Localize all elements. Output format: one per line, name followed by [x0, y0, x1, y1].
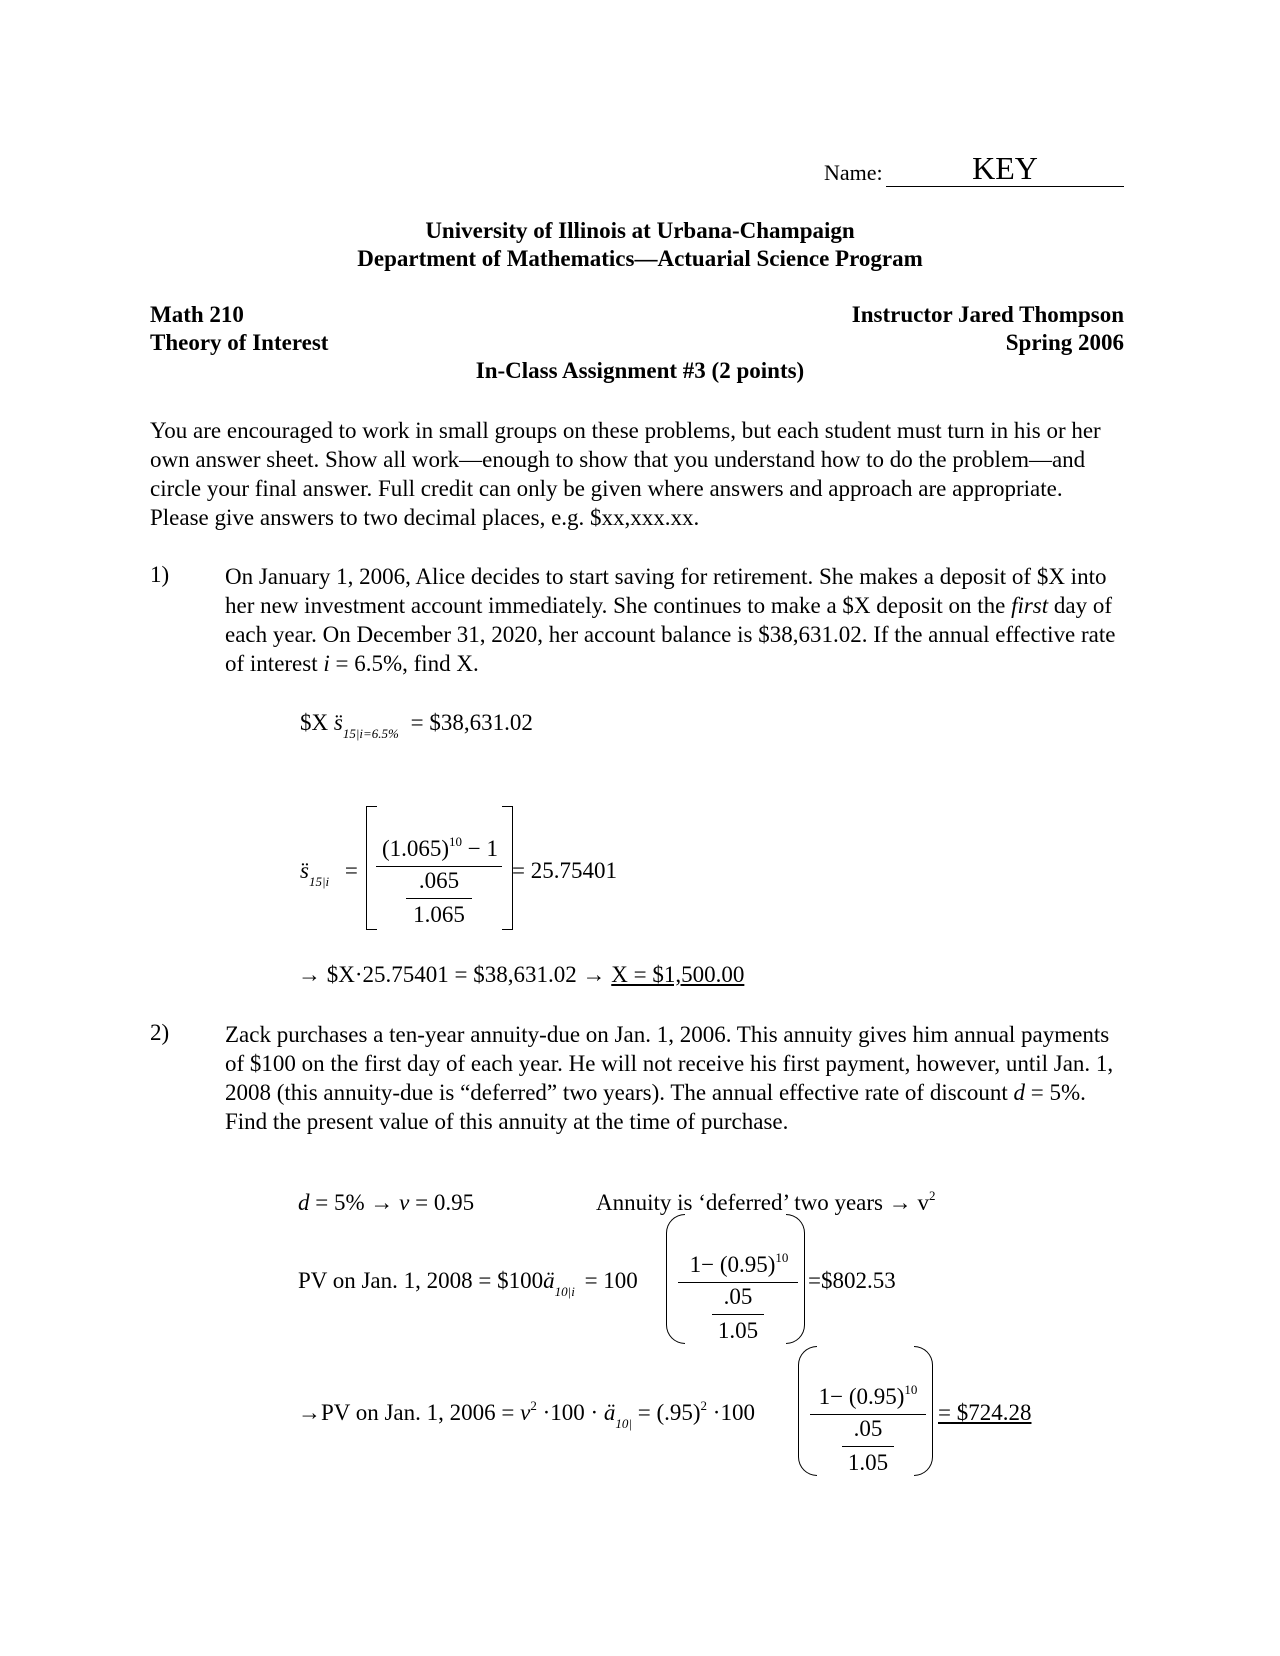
- name-label: Name:: [824, 160, 883, 185]
- pv2-denominator-top: .05: [853, 1416, 883, 1441]
- eq2-main-fraction-line: [376, 866, 502, 867]
- pv2-inner-fraction-line: [842, 1446, 894, 1447]
- assignment-title: In-Class Assignment #3 (2 points): [475, 358, 805, 383]
- problem-1-equation-2-lhs: $s̈_{15|i}$ =: [300, 858, 358, 889]
- term: Spring 2006: [1005, 330, 1124, 355]
- pv1-denominator-bottom: 1.05: [717, 1318, 759, 1343]
- problem-1-text: On January 1, 2006, Alice decides to start saving for retirement. She makes a deposit of $X into her new investment account immediately. She continues to make a $X deposit on the first day of each year. On December 31, 2020, her account balance is $38,631.02. If the annual effective rate of interest i = 6.5%, find X.: [225, 564, 1116, 676]
- problem-1-conclusion: → $X·25.75401 = $38,631.02 → X = $1,500.00: [298, 962, 745, 987]
- problem-1-number: 1): [150, 562, 170, 587]
- pv2-main-fraction-line: [810, 1414, 926, 1415]
- university-title: University of Illinois at Urbana-Champaign: [425, 218, 855, 243]
- pv2-denominator-bottom: 1.05: [847, 1450, 889, 1475]
- eq2-numerator: $(1.065)^{10} - 1$: [381, 834, 499, 861]
- problem-2-number: 2): [150, 1020, 170, 1045]
- problem-1-answer: X = $1,500.00: [611, 962, 745, 987]
- eq2-inner-fraction-line: [406, 898, 472, 899]
- pv-2008-label: PV on Jan. 1, $2008 = \$100ä_{10|i} = 100$: [298, 1268, 638, 1299]
- name-field: [886, 150, 1124, 187]
- course-title: Theory of Interest: [150, 330, 329, 355]
- instructor-name: Instructor Jared Thompson: [851, 302, 1124, 327]
- pv1-numerator: $1- (0.95)^{10}$: [689, 1250, 789, 1277]
- pv2-result: [938, 1400, 1031, 1426]
- problem-2-deferral-note: Annuity is ‘deferred’ two years → $v^2$: [596, 1188, 936, 1215]
- instructions: You are encouraged to work in small groups on these problems, but each student must turn in his or her own answer sheet. Show all work—enough to show that you understand how to do the problem—and circle your final answer. Full credit can only be given where answers and approach are appropriate. Please give answers to two decimal places, e.g. $xx,xxx.xx.: [150, 418, 1101, 530]
- eq2-denominator-bottom: 1.065: [413, 902, 465, 927]
- problem-2-answer: = $724.28: [938, 1400, 1032, 1425]
- problem-2-text: Zack purchases a ten-year annuity-due on Jan. 1, 2006. This annuity gives him annual payments of $100 on the first day of each year. He will not receive his first payment, however, until Jan. 1, 2008 (this annuity-due is “deferred” two years). The annual effective rate of discount d = 5%. Find the present value of this annuity at the time of purchase.: [225, 1022, 1114, 1134]
- name-value: KEY: [972, 150, 1038, 186]
- pv1-inner-fraction-line: [712, 1314, 764, 1315]
- eq2-denominator-top: .065: [418, 868, 460, 893]
- pv2-numerator: $1- (0.95)^{10}$: [818, 1382, 918, 1409]
- pv1-denominator-top: .05: [723, 1284, 753, 1309]
- pv1-result: =$802.53: [808, 1268, 896, 1293]
- problem-2-line-1: d = 5% → v = 0.95: [298, 1190, 475, 1215]
- eq2-result: = 25.75401: [512, 858, 617, 883]
- department-title: Department of Mathematics—Actuarial Science Program: [357, 246, 923, 271]
- pv1-main-fraction-line: [678, 1282, 798, 1283]
- course-number: Math 210: [150, 302, 244, 327]
- problem-1-equation-1: $X $s̈_{15|i=6.5\%}$ = $38,631.02: [300, 710, 533, 741]
- pv-2006-label: →PV on Jan. 1, $2006 = v^2 \cdot 100$ · $ä_{10|} = (.95)^2 \cdot 100$: [298, 1398, 755, 1431]
